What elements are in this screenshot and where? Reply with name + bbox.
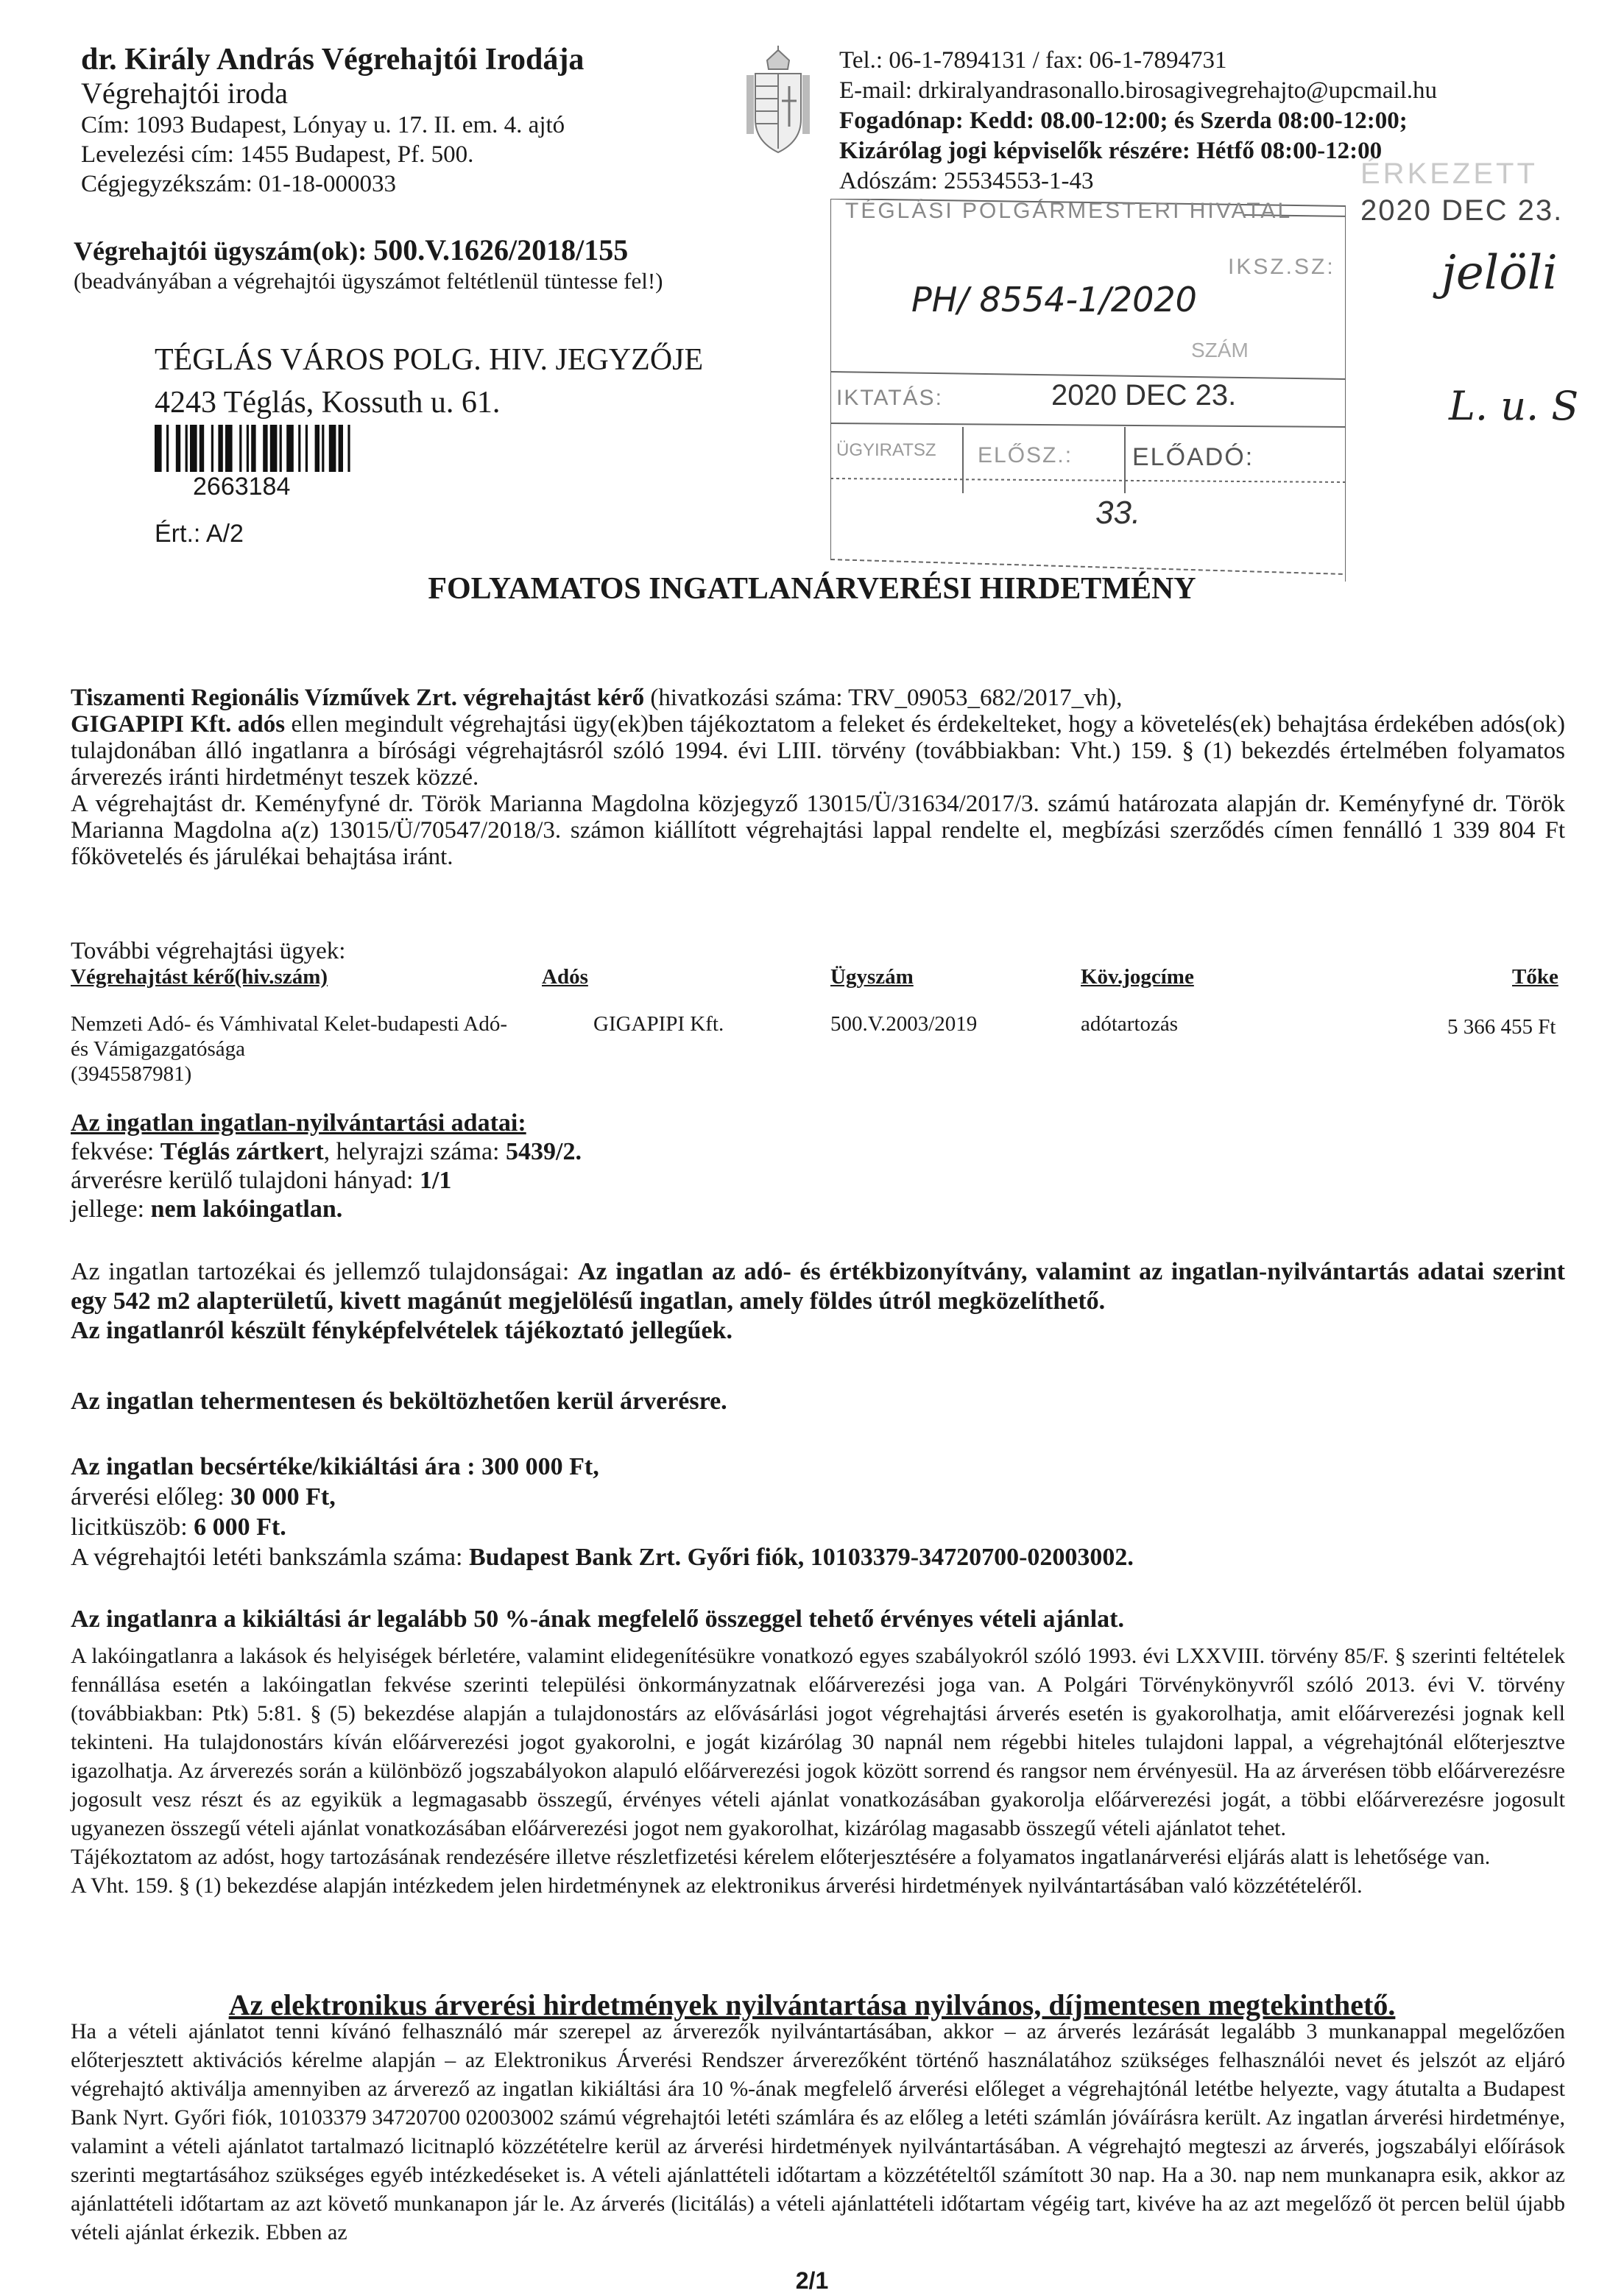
stamp-ksz: IKSZ.SZ: (1228, 255, 1335, 279)
type-label: jellege: (71, 1195, 151, 1223)
row-claim: adótartozás (1081, 1012, 1179, 1036)
lot-label: , helyrajzi száma: (323, 1138, 506, 1165)
handwritten-signature: jelöli (1441, 246, 1558, 300)
office-postal: Levelezési cím: 1455 Budapest, Pf. 500. (81, 141, 474, 168)
stamp-eloado: ELŐADÓ: (1132, 443, 1254, 471)
increment-label: licitküszöb: (71, 1513, 194, 1541)
features-text: Az ingatlan az adó- és értékbizonyítvány, valamint az ingatlan-nyilvántartás adatai szerint egy 542 m2 alapterületű, kivett magánút megjelölésű ingatlan, amely földes útról megközelíthető. (71, 1258, 1565, 1315)
location-label: fekvése: (71, 1138, 160, 1165)
type-value: nem lakóingatlan. (150, 1195, 343, 1223)
debtor-info: Tájékoztatom az adóst, hogy tartozásának rendezésére illetve részletfizetési kérelem előterjesztésére a folyamatos ingatlanárverési eljárás alatt is lehetősége van. (71, 1845, 1491, 1869)
addressee-line1: TÉGLÁS VÁROS POLG. HIV. JEGYZŐJE (155, 343, 704, 377)
lot-value: 5439/2. (506, 1138, 582, 1165)
stamp-received: ÉRKEZETT (1360, 158, 1538, 190)
registry-heading: Az ingatlan ingatlan-nyilvántartási adatai: (71, 1109, 526, 1137)
row-creditor-1: Nemzeti Adó- és Vámhivatal Kelet-budapesti Adó- (71, 1012, 507, 1036)
contact-email: E-mail: drkiralyandrasonallo.birosagivegrehajto@upcmail.hu (839, 77, 1438, 104)
intro-section (71, 685, 1565, 870)
addressee (155, 339, 703, 424)
features-label: Az ingatlan tartozékai és jellemző tulajdonságai: (71, 1258, 578, 1285)
stamp-iktatas: IKTATÁS: (836, 386, 943, 410)
stamp-office: TÉGLÁSI POLGÁRMESTERI HIVATAL (845, 199, 1293, 223)
stamp-elosz: ELŐSZ.: (978, 443, 1073, 467)
creditor-ref: (hivatkozási száma: TRV_09053_682/2017_vh), (644, 685, 1123, 711)
coat-of-arms-icon (745, 46, 811, 156)
col-case-no: Ügyszám (830, 965, 914, 989)
stamp-handwritten-number: PH/ 8554-1/2020 (911, 280, 1197, 319)
office-name: dr. Király András Végrehajtói Irodája (81, 43, 585, 77)
contact-hours: Fogadónap: Kedd: 08.00-12:00; és Szerda 08:00-12:00; (839, 107, 1408, 134)
case-number-block (74, 234, 663, 295)
preemption-text: A lakóingatlanra a lakások és helyiségek bérletére, valamint elidegenítésükre vonatkozó egyes szabályokról szóló 1993. évi LXXVIII. törvény 85/F. § szerinti feltételek fennállása esetén a lakóingatlan fekvése szerinti települési önkormányzatnak előárverezési joga van. A Polgári Törvénykönyvről szóló 2013. évi V. törvény (továbbiakban: Ptk) 5:81. § (5) bekezdése alapján a tulajdonostárs az elővásárlási jogot végrehajtási árverés esetén is gyakorolhatja, amit előárverezési jognak kell tekinteni. Ha tulajdonostárs kíván előárverezési jogot gyakorolni, e jogát kizárólag 30 napnál nem régebbi hiteles tulajdoni lappal, a végrehajtónál előterjesztve igazolhatja. Az árverezés során a különböző jogszabályokon alapuló előárverezési jogok között sorrend és rangsor nem érvényesül. Ha az árverésen több előárverezésre jogosult vesz részt és az egyikük a legmagasabb összegű, érvényes vételi ajánlat vonatkozásában gyakorolja előárverezési jogát, a többi előárverezésre jogosult ugyanezen összegű vételi ajánlat vonatkozásában előárverezési jogot nem gyakorolhat, kizárólag magasabb összegű vételi ajánlatot tehet. (71, 1644, 1565, 1840)
row-debtor: GIGAPIPI Kft. (593, 1012, 724, 1036)
handwritten-initials: L. u. S (1449, 383, 1579, 429)
stamp-ugyirat: ÜGYIRATSZ (836, 440, 936, 460)
deposit-value: 30 000 Ft, (230, 1483, 336, 1511)
barcode-number: 2663184 (193, 473, 291, 501)
office-header (81, 43, 584, 199)
stamp-handwritten-33: 33. (1095, 495, 1141, 531)
case-note: (beadványában a végrehajtói ügyszámot feltétlenül tüntesse fel!) (74, 268, 663, 294)
price-estimate: Az ingatlan becsértéke/kikiáltási ára : 300 000 Ft, (71, 1453, 599, 1480)
debtor-name: GIGAPIPI Kft. adós (71, 711, 286, 738)
bank-value: Budapest Bank Zrt. Győri fiók, 10103379-34720700-02003002. (468, 1544, 1134, 1571)
intro-order: A végrehajtást dr. Keményfyné dr. Török Marianna Magdolna közjegyző 13015/Ü/31634/2017/3. számú határozata alapján dr. Keményfyné dr. Török Marianna Magdolna a(z) 13015/Ü/70547/2018/3. számon kiállított végrehajtási lappal rendelte el, megbízási szerződés címen fennálló 1 339 804 Ft főkövetelés és járulékai behajtása iránt. (71, 791, 1565, 870)
preemption-section (71, 1642, 1565, 1900)
contact-tax: Adószám: 25534553-1-43 (839, 168, 1094, 194)
col-creditor: Végrehajtást kérő(hiv.szám) (71, 965, 328, 989)
free-of-charges: Az ingatlan tehermentesen és beköltözhetően kerül árverésre. (71, 1388, 727, 1415)
col-debtor: Adós (542, 965, 588, 989)
col-amount: Tőke (1512, 965, 1558, 989)
office-address: Cím: 1093 Budapest, Lónyay u. 17. II. em. 4. ajtó (81, 112, 565, 138)
ert-code: Ért.: A/2 (155, 520, 244, 548)
further-cases-heading: További végrehajtási ügyek: (71, 938, 346, 964)
office-type: Végrehajtói iroda (81, 77, 288, 110)
intro-text: ellen megindult végrehajtási ügy(ek)ben tájékoztatom a feleket és érdekelteket, hogy a követelés(ek) behajtása érdekében adós(ok) tulajdonában álló ingatlanra a bírósági végrehajtásról szóló 1994. évi LIII. törvény (továbbiakban: Vht.) 159. § (1) bekezdés értelmében folyamatos árverezés iránti hirdetményt teszek közzé. (71, 711, 1565, 791)
features-section (71, 1257, 1565, 1346)
creditor-name: Tiszamenti Regionális Vízművek Zrt. végrehajtást kérő (71, 685, 645, 711)
photos-note: Az ingatlanról készült fényképfelvételek tájékoztató jellegűek. (71, 1317, 732, 1344)
stamp-date1: 2020 DEC 23. (1360, 194, 1564, 227)
row-creditor-2: és Vámigazgatósága (71, 1037, 246, 1061)
electronic-registry-text: Ha a vételi ajánlatot tenni kívánó felhasználó már szerepel az árverezők nyilvántartásában, akkor – az árverés lezárását legalább 3 munkanappal megelőzően előterjesztett aktivációs kérelme alapján – az Elektronikus Árverési Rendszer árverezőként történő használatához szükséges felhasználói nevet és jelszót az eljáró végrehajtó aktiválja amennyiben az árverező az ingatlan kikiáltási ára 10 %-ának megfelelő árverési előleget a végrehajtónál letétbe helyezte, vagy átutalta a Budapest Bank Nyrt. Győri fiók, 10103379 34720700 02003002 számú végrehajtói letéti számlára és az előleg a letéti számlán jóváírásra került. Az ingatlan árverési hirdetménye, valamint a vételi ajánlatot tartalmazó licitnapló közzétételre kerül az árverési hirdetmények nyilvántartásában. A végrehajtó megteszi az árverés, jogszabályi előírások szerinti megtartásához szükséges egyéb intézkedéseket is. A vételi ajánlattételi időtartam a közzétételtől számított 30 nap. Ha a 30. nap nem munkanapra esik, akkor az ajánlattételi időtartam az azt követő munkanapon jár le. Az árverés (licitálás) a vételi ajánlattételi időtartam végéig tart, kivéve ha az azt megelőző öt percen belül újabb vételi ajánlat érkezik. Ebben az (71, 2019, 1565, 2244)
price-section (71, 1452, 1565, 1572)
case-number: 500.V.1626/2018/155 (373, 233, 629, 266)
col-claim: Köv.jogcíme (1081, 965, 1194, 989)
office-registry: Cégjegyzékszám: 01-18-000033 (81, 171, 396, 197)
minimum-offer: Az ingatlanra a kikiáltási ár legalább 50 %-ának megfelelő összeggel tehető érvényes vételi ajánlat. (71, 1606, 1124, 1633)
row-amount: 5 366 455 Ft (1447, 1015, 1556, 1039)
row-case-no: 500.V.2003/2019 (830, 1012, 978, 1036)
share-value: 1/1 (419, 1167, 452, 1194)
deposit-label: árverési előleg: (71, 1483, 231, 1511)
increment-value: 6 000 Ft. (194, 1513, 286, 1541)
stamp-szam: SZÁM (1191, 339, 1249, 361)
contact-info (839, 46, 1437, 197)
contact-tel: Tel.: 06-1-7894131 / fax: 06-1-7894731 (839, 47, 1227, 74)
case-label: Végrehajtói ügyszám(ok): (74, 236, 367, 266)
page-number: 2/1 (795, 2267, 829, 2294)
registry-section (71, 1109, 582, 1223)
location-value: Téglás zártkert (160, 1138, 324, 1165)
bank-label: A végrehajtói letéti bankszámla száma: (71, 1544, 469, 1571)
barcode (155, 425, 402, 472)
stamp-date2: 2020 DEC 23. (1051, 379, 1237, 411)
row-creditor-3: (3945587981) (71, 1062, 192, 1086)
document-title: FOLYAMATOS INGATLANÁRVERÉSI HIRDETMÉNY (428, 572, 1196, 606)
contact-legal-hours: Kizárólag jogi képviselők részére: Hétfő 08:00-12:00 (839, 138, 1383, 164)
share-label: árverésre kerülő tulajdoni hányad: (71, 1167, 420, 1194)
addressee-line2: 4243 Téglás, Kossuth u. 61. (155, 386, 501, 420)
electronic-registry-heading: Az elektronikus árverési hirdetmények nyilvántartása nyilvános, díjmentesen megtekinthető. (228, 1988, 1396, 2021)
publication-note: A Vht. 159. § (1) bekezdése alapján intézkedem jelen hirdetménynek az elektronikus árverési hirdetmények nyilvántartásában való közzétételéről. (71, 1873, 1363, 1898)
